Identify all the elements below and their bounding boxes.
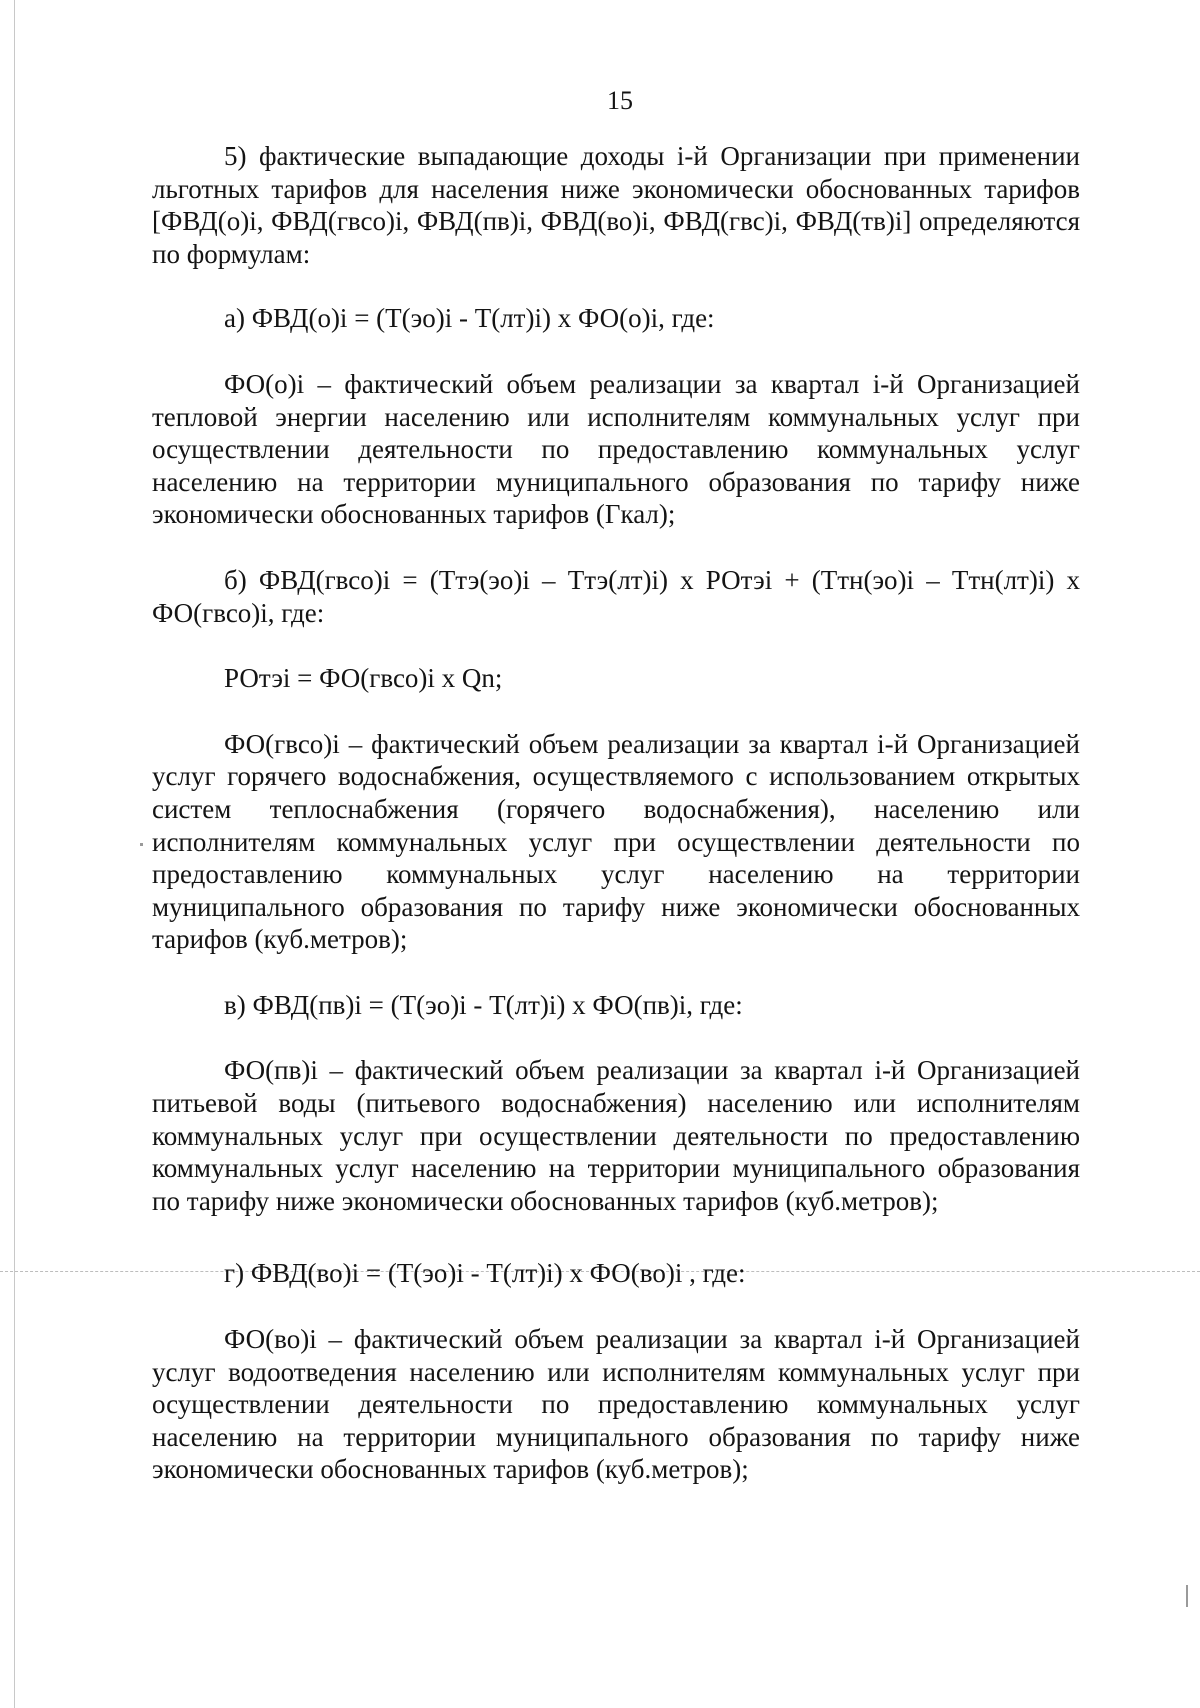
page-number: 15: [607, 86, 633, 115]
formula-v: в) ФВД(пв)i = (Т(эо)i - Т(лт)i) х ФО(пв)i, где:: [224, 989, 743, 1020]
formula-ro: РОтэi = ФО(гвсо)i х Qn;: [224, 663, 503, 694]
definition-fo-pv: ФО(пв)i – фактический объем реализации за квартал i-й Организацией питьевой воды (питьевого водоснабжения) населению или исполнителям коммунальных услуг при осуществлении деятельности по предоставлению коммунальных услуг населению на территории муниципального образования по тарифу ниже экономически обоснованных тарифов (куб.метров);: [152, 1055, 1080, 1216]
formula-b: б) ФВД(гвсо)i = (Ттэ(эо)i – Ттэ(лт)i) х РОтэi + (Ттн(эо)i – Ттн(лт)i) х ФО(гвсо)i, где:: [152, 564, 1080, 628]
definition-fo-gvso: ФО(гвсо)i – фактический объем реализации за квартал i-й Организацией услуг горячего водоснабжения, осуществляемого с использованием открытых систем теплоснабжения (горячего водоснабжения), населению или исполнителям коммунальных услуг при осуществлении деятельности по предоставлению коммунальных услуг населению на территории муниципального образования по тарифу ниже экономически обоснованных тарифов (куб.метров);: [152, 728, 1080, 955]
scan-edge-mark: [1186, 1585, 1188, 1607]
definition-fo-o: ФО(о)i – фактический объем реализации за квартал i-й Организацией тепловой энергии населению или исполнителям коммунальных услуг при осуществлении деятельности по предоставлению коммунальных услуг населению на территории муниципального образования по тарифу ниже экономически обоснованных тарифов (Гкал);: [152, 368, 1080, 530]
scan-left-edge: [14, 0, 15, 1708]
paragraph-item-5: 5) фактические выпадающие доходы i-й Организации при применении льготных тарифов для населения ниже экономически обоснованных тарифов [ФВД(о)i, ФВД(гвсо)i, ФВД(пв)i, ФВД(во)i, ФВД(гвс)i, ФВД(тв)i] определяются по формулам:: [152, 141, 1080, 269]
document-body: [152, 140, 1080, 1486]
scan-speck: [140, 843, 143, 846]
formula-g: г) ФВД(во)i = (Т(эо)i - Т(лт)i) х ФО(во)i , где:: [224, 1258, 746, 1289]
definition-fo-vo: ФО(во)i – фактический объем реализации за квартал i-й Организацией услуг водоотведения населению или исполнителям коммунальных услуг при осуществлении деятельности по предоставлению коммунальных услуг населению на территории муниципального образования по тарифу ниже экономически обоснованных тарифов (куб.метров);: [152, 1324, 1080, 1485]
formula-a: а) ФВД(о)i = (Т(эо)i - Т(лт)i) х ФО(о)i, где:: [224, 303, 715, 334]
